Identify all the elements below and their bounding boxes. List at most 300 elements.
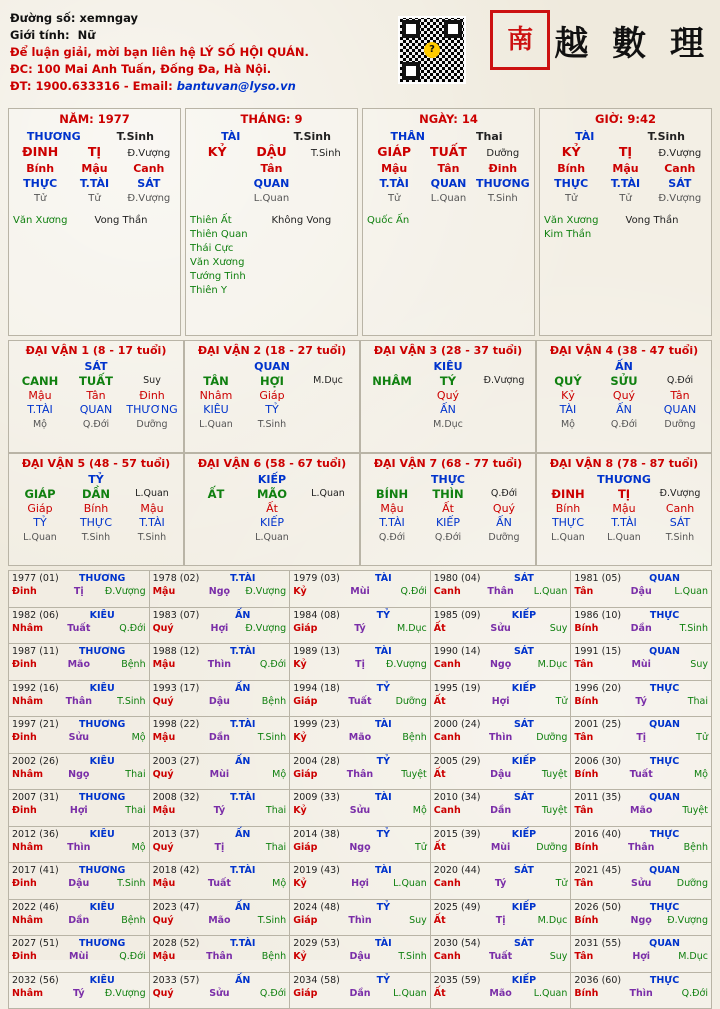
dai-van-3-r3-c2: ẤN	[420, 403, 476, 418]
year-branch: Tý	[57, 987, 102, 1000]
year-cell[interactable]	[290, 936, 431, 973]
year-stem: Đinh	[12, 731, 57, 744]
dai-van-8[interactable]	[536, 453, 712, 566]
year-cell[interactable]	[9, 827, 150, 864]
pillar-day-r4-c3: THƯƠNG	[476, 176, 530, 191]
pillar-hour	[539, 108, 712, 336]
year-cell[interactable]	[150, 827, 291, 864]
year-branch: Hợi	[338, 877, 383, 890]
year-label: 2016 (40)	[574, 828, 621, 841]
year-star: KIẾP	[481, 828, 568, 841]
year-star: KIÊU	[59, 974, 146, 987]
year-stem: Tân	[574, 658, 619, 671]
year-cell[interactable]	[290, 644, 431, 681]
year-state: Thai	[242, 841, 287, 854]
dai-van-7-r2-c1: Mậu	[364, 502, 420, 517]
year-label: 1996 (20)	[574, 682, 621, 695]
year-star: TÀI	[340, 572, 427, 585]
dai-van-2-stem: TÂN	[188, 374, 244, 389]
dai-van-1[interactable]	[8, 340, 184, 453]
year-cell[interactable]	[9, 717, 150, 754]
year-label: 1979 (03)	[293, 572, 340, 585]
pillar-year-r4-c3: SÁT	[122, 176, 176, 191]
year-state: Q.Đới	[242, 987, 287, 1000]
pillar-year-r4-c1: THỰC	[13, 176, 67, 191]
year-label: 2031 (55)	[574, 937, 621, 950]
year-stem: Quý	[153, 841, 198, 854]
pillar-day-r5-c1: Tử	[367, 191, 421, 206]
year-branch: Ngọ	[197, 585, 242, 598]
year-state: Tử	[382, 841, 427, 854]
pillar-year-r5-c1: Tử	[13, 191, 67, 206]
year-stem: Mậu	[153, 804, 198, 817]
year-label: 2023 (47)	[153, 901, 200, 914]
dai-van-2-state: M.Dục	[300, 374, 356, 389]
year-stem: Kỷ	[293, 658, 338, 671]
brand-logo	[490, 10, 710, 70]
year-branch: Tị	[619, 731, 664, 744]
year-cell[interactable]	[571, 644, 712, 681]
year-stem: Giáp	[293, 622, 338, 635]
dai-van-3-title: ĐẠI VẬN 3 (28 - 37 tuổi)	[364, 344, 532, 357]
year-branch: Mão	[57, 658, 102, 671]
pillar-hour-r5-c3: Đ.Vượng	[653, 191, 707, 206]
year-cell[interactable]	[290, 827, 431, 864]
year-star: TỶ	[340, 609, 427, 622]
year-cell[interactable]	[9, 863, 150, 900]
year-star: TỶ	[340, 828, 427, 841]
year-state: Tử	[523, 877, 568, 890]
year-stem: Tân	[574, 877, 619, 890]
dai-van-1-r2-c3: Đinh	[124, 389, 180, 404]
dai-van-5-title: ĐẠI VẬN 5 (48 - 57 tuổi)	[12, 457, 180, 470]
year-state: Tuyệt	[382, 768, 427, 781]
year-label: 2034 (58)	[293, 974, 340, 987]
year-state: Suy	[663, 658, 708, 671]
year-label: 1997 (21)	[12, 718, 59, 731]
year-star: KIÊU	[59, 828, 146, 841]
dai-van-section	[8, 340, 712, 566]
dai-van-5[interactable]	[8, 453, 184, 566]
year-state: Đ.Vượng	[242, 622, 287, 635]
dai-van-3[interactable]	[360, 340, 536, 453]
year-cell[interactable]	[431, 571, 572, 608]
year-stem: Nhâm	[12, 622, 57, 635]
pillar-year	[8, 108, 181, 336]
dai-van-1-r3-c2: QUAN	[68, 403, 124, 418]
year-star: KIÊU	[59, 755, 146, 768]
year-cell[interactable]	[9, 936, 150, 973]
pillar-hour-stem: KỶ	[544, 144, 598, 159]
year-branch: Thân	[338, 768, 383, 781]
year-stem: Ất	[434, 695, 479, 708]
year-state: Suy	[523, 622, 568, 635]
year-state: L.Quan	[523, 585, 568, 598]
year-cell[interactable]	[571, 717, 712, 754]
year-star: T.TÀI	[199, 572, 286, 585]
year-stem: Mậu	[153, 731, 198, 744]
year-star: TỶ	[340, 755, 427, 768]
year-label: 1984 (08)	[293, 609, 340, 622]
year-cell[interactable]	[9, 900, 150, 937]
year-label: 2017 (41)	[12, 864, 59, 877]
year-cell[interactable]	[290, 900, 431, 937]
year-label: 2020 (44)	[434, 864, 481, 877]
year-stem: Đinh	[12, 877, 57, 890]
year-stem: Kỷ	[293, 877, 338, 890]
year-star: KIẾP	[481, 755, 568, 768]
dai-van-7[interactable]	[360, 453, 536, 566]
email-link[interactable]: bantuvan@lyso.vn	[177, 79, 296, 93]
pillar-month	[185, 108, 358, 336]
dai-van-1-stem: CANH	[12, 374, 68, 389]
year-star: THƯƠNG	[59, 572, 146, 585]
dai-van-5-r3-c2: THỰC	[68, 516, 124, 531]
year-state: L.Quan	[382, 877, 427, 890]
year-state: Đ.Vượng	[382, 658, 427, 671]
pillar-hour-r5-c1: Tử	[544, 191, 598, 206]
year-cell[interactable]	[431, 900, 572, 937]
pillar-day-r2-c3: Dưỡng	[476, 146, 530, 161]
year-stem: Tân	[574, 731, 619, 744]
dai-van-5-sub: TỶ	[12, 472, 180, 487]
year-cell[interactable]	[571, 571, 712, 608]
year-cell[interactable]	[571, 681, 712, 718]
year-cell[interactable]	[9, 681, 150, 718]
dai-van-4-r2-c1: Kỷ	[540, 389, 596, 404]
pillar-day	[362, 108, 535, 336]
year-branch: Thân	[57, 695, 102, 708]
year-label: 1991 (15)	[574, 645, 621, 658]
pillar-hour-r1-c1: TÀI	[544, 129, 626, 144]
year-cell[interactable]	[9, 608, 150, 645]
year-stem: Đinh	[12, 804, 57, 817]
dai-van-4[interactable]	[536, 340, 712, 453]
year-state: Bệnh	[101, 658, 146, 671]
dai-van-5-branch: DẦN	[68, 487, 124, 502]
gender-label: Giới tính:	[10, 28, 70, 42]
year-label: 2012 (36)	[12, 828, 59, 841]
year-branch: Dậu	[338, 950, 383, 963]
year-branch: Thìn	[197, 658, 242, 671]
year-branch: Tý	[338, 622, 383, 635]
dai-van-2[interactable]	[184, 340, 360, 453]
pillar-month-extra-left-5: Thiên Y	[190, 284, 272, 298]
year-cell[interactable]	[150, 571, 291, 608]
year-cell[interactable]	[150, 754, 291, 791]
year-stem: Ất	[434, 768, 479, 781]
year-cell[interactable]	[290, 863, 431, 900]
year-star: SÁT	[481, 718, 568, 731]
year-cell[interactable]	[290, 681, 431, 718]
year-cell[interactable]	[571, 900, 712, 937]
dai-van-3-r2-c3	[476, 389, 532, 404]
year-label: 1985 (09)	[434, 609, 481, 622]
year-cell[interactable]	[9, 644, 150, 681]
year-state: Q.Đới	[101, 950, 146, 963]
year-branch: Hợi	[619, 950, 664, 963]
year-cell[interactable]	[150, 900, 291, 937]
year-cell[interactable]	[571, 863, 712, 900]
year-star: ẤN	[199, 682, 286, 695]
year-star: QUAN	[621, 645, 708, 658]
year-state: Q.Đới	[382, 585, 427, 598]
year-cell[interactable]	[150, 608, 291, 645]
year-cell[interactable]	[290, 608, 431, 645]
dai-van-2-branch: HỢI	[244, 374, 300, 389]
pillar-hour-r2-c3: Đ.Vượng	[653, 146, 707, 161]
pillar-year-r2-c3: Đ.Vượng	[122, 146, 176, 161]
dai-van-7-title: ĐẠI VẬN 7 (68 - 77 tuổi)	[364, 457, 532, 470]
year-star: TÀI	[340, 864, 427, 877]
pillar-hour-r4-c3: SÁT	[653, 176, 707, 191]
dai-van-2-r3-c1: KIÊU	[188, 403, 244, 418]
year-stem: Đinh	[12, 658, 57, 671]
pillar-day-title: NGÀY: 14	[367, 112, 530, 126]
dai-van-7-r4-c2: Q.Đới	[420, 531, 476, 546]
year-cell[interactable]	[290, 571, 431, 608]
year-cell[interactable]	[431, 790, 572, 827]
year-state: Đ.Vượng	[663, 914, 708, 927]
year-state: Bệnh	[663, 841, 708, 854]
dai-van-4-state: Q.Đới	[652, 374, 708, 389]
year-cell[interactable]	[290, 790, 431, 827]
year-star: QUAN	[621, 791, 708, 804]
year-star: QUAN	[621, 864, 708, 877]
dai-van-6-stem: ẤT	[188, 487, 244, 502]
year-cell[interactable]	[150, 717, 291, 754]
year-cell[interactable]	[150, 936, 291, 973]
year-cell[interactable]	[431, 936, 572, 973]
dai-van-1-r4-c2: Q.Đới	[68, 418, 124, 433]
year-cell[interactable]	[9, 790, 150, 827]
dai-van-4-r2-c3: Tân	[652, 389, 708, 404]
dai-van-8-title: ĐẠI VẬN 8 (78 - 87 tuổi)	[540, 457, 708, 470]
dai-van-6[interactable]	[184, 453, 360, 566]
pillar-month-r4-c1: QUAN	[190, 176, 353, 191]
dai-van-1-state: Suy	[124, 374, 180, 389]
year-state: Dưỡng	[663, 877, 708, 890]
year-cell[interactable]	[9, 754, 150, 791]
year-cell[interactable]	[431, 644, 572, 681]
year-stem: Mậu	[153, 658, 198, 671]
year-branch: Thìn	[478, 731, 523, 744]
year-stem: Bính	[574, 987, 619, 1000]
year-branch: Tị	[57, 585, 102, 598]
pillar-year-r5-c3: Đ.Vượng	[122, 191, 176, 206]
pillar-year-r1-c2: T.Sinh	[95, 129, 177, 144]
year-state: Suy	[382, 914, 427, 927]
dai-van-1-r4-c3: Dưỡng	[124, 418, 180, 433]
year-label: 2025 (49)	[434, 901, 481, 914]
pillar-day-r1-c2: Thai	[449, 129, 531, 144]
year-state: Tuyệt	[523, 768, 568, 781]
pillar-hour-extra-left-0: Văn Xương	[544, 214, 626, 228]
year-branch: Dậu	[57, 877, 102, 890]
route-label: Đường số:	[10, 11, 76, 25]
year-cell[interactable]	[290, 717, 431, 754]
contact-line	[10, 78, 710, 95]
dai-van-8-state: Đ.Vượng	[652, 487, 708, 502]
year-state: M.Dục	[523, 658, 568, 671]
year-branch: Thìn	[619, 987, 664, 1000]
year-state: Mộ	[101, 731, 146, 744]
year-stem: Bính	[574, 768, 619, 781]
dai-van-4-stem: QUÝ	[540, 374, 596, 389]
year-cell[interactable]	[290, 973, 431, 1009]
year-state: Dưỡng	[523, 731, 568, 744]
year-star: KIẾP	[481, 609, 568, 622]
pillar-hour-r4-c2: T.TÀI	[598, 176, 652, 191]
pillar-month-r3-c1: Tân	[190, 161, 353, 176]
year-branch: Sửu	[197, 987, 242, 1000]
year-star: ẤN	[199, 609, 286, 622]
year-branch: Hợi	[478, 695, 523, 708]
year-state: L.Quan	[523, 987, 568, 1000]
year-branch: Ngọ	[619, 914, 664, 927]
pillar-month-title: THÁNG: 9	[190, 112, 353, 126]
year-cell[interactable]	[150, 681, 291, 718]
year-label: 1993 (17)	[153, 682, 200, 695]
year-branch: Hợi	[57, 804, 102, 817]
dai-van-4-r4-c2: Q.Đới	[596, 418, 652, 433]
pillar-year-r4-c2: T.TÀI	[67, 176, 121, 191]
pillar-year-branch: TỊ	[67, 144, 121, 159]
year-stem: Bính	[574, 695, 619, 708]
year-branch: Dậu	[478, 768, 523, 781]
year-stem: Mậu	[153, 950, 198, 963]
dai-van-7-sub: THỰC	[364, 472, 532, 487]
dai-van-6-sub: KIẾP	[188, 472, 356, 487]
year-cell[interactable]	[150, 644, 291, 681]
year-star: TÀI	[340, 718, 427, 731]
year-state: Mộ	[242, 877, 287, 890]
year-label: 1986 (10)	[574, 609, 621, 622]
year-label: 2010 (34)	[434, 791, 481, 804]
year-label: 2008 (32)	[153, 791, 200, 804]
year-label: 2036 (60)	[574, 974, 621, 987]
year-cell[interactable]	[290, 754, 431, 791]
dai-van-3-r4-c3	[476, 418, 532, 433]
year-state: T.Sinh	[101, 695, 146, 708]
year-star: ẤN	[199, 901, 286, 914]
year-cell[interactable]	[571, 936, 712, 973]
year-cell[interactable]	[571, 790, 712, 827]
year-stem: Canh	[434, 950, 479, 963]
pillar-month-r2-c3: T.Sinh	[299, 146, 353, 161]
dai-van-3-state: Đ.Vượng	[476, 374, 532, 389]
header	[4, 4, 716, 108]
dai-van-4-r4-c3: Dưỡng	[652, 418, 708, 433]
year-label: 1987 (11)	[12, 645, 59, 658]
year-branch: Tý	[619, 695, 664, 708]
pillar-hour-extra-right-0: Vong Thần	[626, 214, 708, 228]
dai-van-7-r3-c2: KIẾP	[420, 516, 476, 531]
year-star: T.TÀI	[199, 718, 286, 731]
year-state: Mộ	[242, 768, 287, 781]
year-cell[interactable]	[9, 973, 150, 1009]
year-branch: Dần	[338, 987, 383, 1000]
dai-van-7-r2-c3: Quý	[476, 502, 532, 517]
dai-van-6-r2-c3	[300, 502, 356, 517]
year-stem: Giáp	[293, 695, 338, 708]
dai-van-7-branch: THÌN	[420, 487, 476, 502]
pillar-month-extra-right-0: Không Vong	[272, 214, 354, 228]
year-branch: Tý	[478, 877, 523, 890]
year-stem: Giáp	[293, 768, 338, 781]
year-branch: Tuất	[57, 622, 102, 635]
dai-van-4-branch: SỬU	[596, 374, 652, 389]
year-cell[interactable]	[571, 827, 712, 864]
year-cell[interactable]	[431, 827, 572, 864]
year-cell[interactable]	[150, 973, 291, 1009]
year-branch: Tị	[338, 658, 383, 671]
year-cell[interactable]	[571, 754, 712, 791]
year-cell[interactable]	[431, 754, 572, 791]
dai-van-1-r3-c1: T.TÀI	[12, 403, 68, 418]
dai-van-1-branch: TUẤT	[68, 374, 124, 389]
dai-van-1-r4-c1: Mộ	[12, 418, 68, 433]
year-cell[interactable]	[431, 863, 572, 900]
year-cell[interactable]	[431, 681, 572, 718]
year-stem: Quý	[153, 914, 198, 927]
year-cell[interactable]	[431, 973, 572, 1009]
dai-van-4-title: ĐẠI VẬN 4 (38 - 47 tuổi)	[540, 344, 708, 357]
pillar-day-r4-c2: QUAN	[421, 176, 475, 191]
dai-van-3-branch: TÝ	[420, 374, 476, 389]
dai-van-8-r3-c3: SÁT	[652, 516, 708, 531]
address-line: ĐC: 100 Mai Anh Tuấn, Đống Đa, Hà Nội.	[10, 61, 710, 78]
year-star: KIÊU	[59, 609, 146, 622]
year-cell[interactable]	[150, 790, 291, 827]
qr-code-icon[interactable]	[398, 16, 466, 84]
year-branch: Dậu	[197, 695, 242, 708]
year-state: Đ.Vượng	[101, 987, 146, 1000]
year-cell[interactable]	[9, 571, 150, 608]
year-branch: Dậu	[619, 585, 664, 598]
year-label: 2021 (45)	[574, 864, 621, 877]
year-star: THỰC	[621, 901, 708, 914]
year-star: TÀI	[340, 645, 427, 658]
year-state: Q.Đới	[663, 987, 708, 1000]
year-label: 1978 (02)	[153, 572, 200, 585]
pillar-day-r3-c1: Mậu	[367, 161, 421, 176]
dai-van-6-r2-c1	[188, 502, 244, 517]
year-branch: Ngọ	[338, 841, 383, 854]
year-cell[interactable]	[150, 863, 291, 900]
year-branch: Dần	[57, 914, 102, 927]
year-label: 1994 (18)	[293, 682, 340, 695]
dai-van-4-sub: ẤN	[540, 359, 708, 374]
year-cell[interactable]	[431, 608, 572, 645]
year-stem: Đinh	[12, 950, 57, 963]
pillar-day-r5-c3: T.Sinh	[476, 191, 530, 206]
year-label: 1999 (23)	[293, 718, 340, 731]
year-stem: Quý	[153, 622, 198, 635]
dai-van-5-r2-c2: Bính	[68, 502, 124, 517]
year-cell[interactable]	[571, 973, 712, 1009]
pillar-day-r3-c3: Đinh	[476, 161, 530, 176]
dai-van-6-title: ĐẠI VẬN 6 (58 - 67 tuổi)	[188, 457, 356, 470]
year-star: ẤN	[199, 828, 286, 841]
pillar-hour-r3-c3: Canh	[653, 161, 707, 176]
year-stem: Canh	[434, 731, 479, 744]
year-state: Tuyệt	[663, 804, 708, 817]
year-cell[interactable]	[431, 717, 572, 754]
year-state: Đ.Vượng	[101, 585, 146, 598]
year-star: SÁT	[481, 791, 568, 804]
year-cell[interactable]	[571, 608, 712, 645]
